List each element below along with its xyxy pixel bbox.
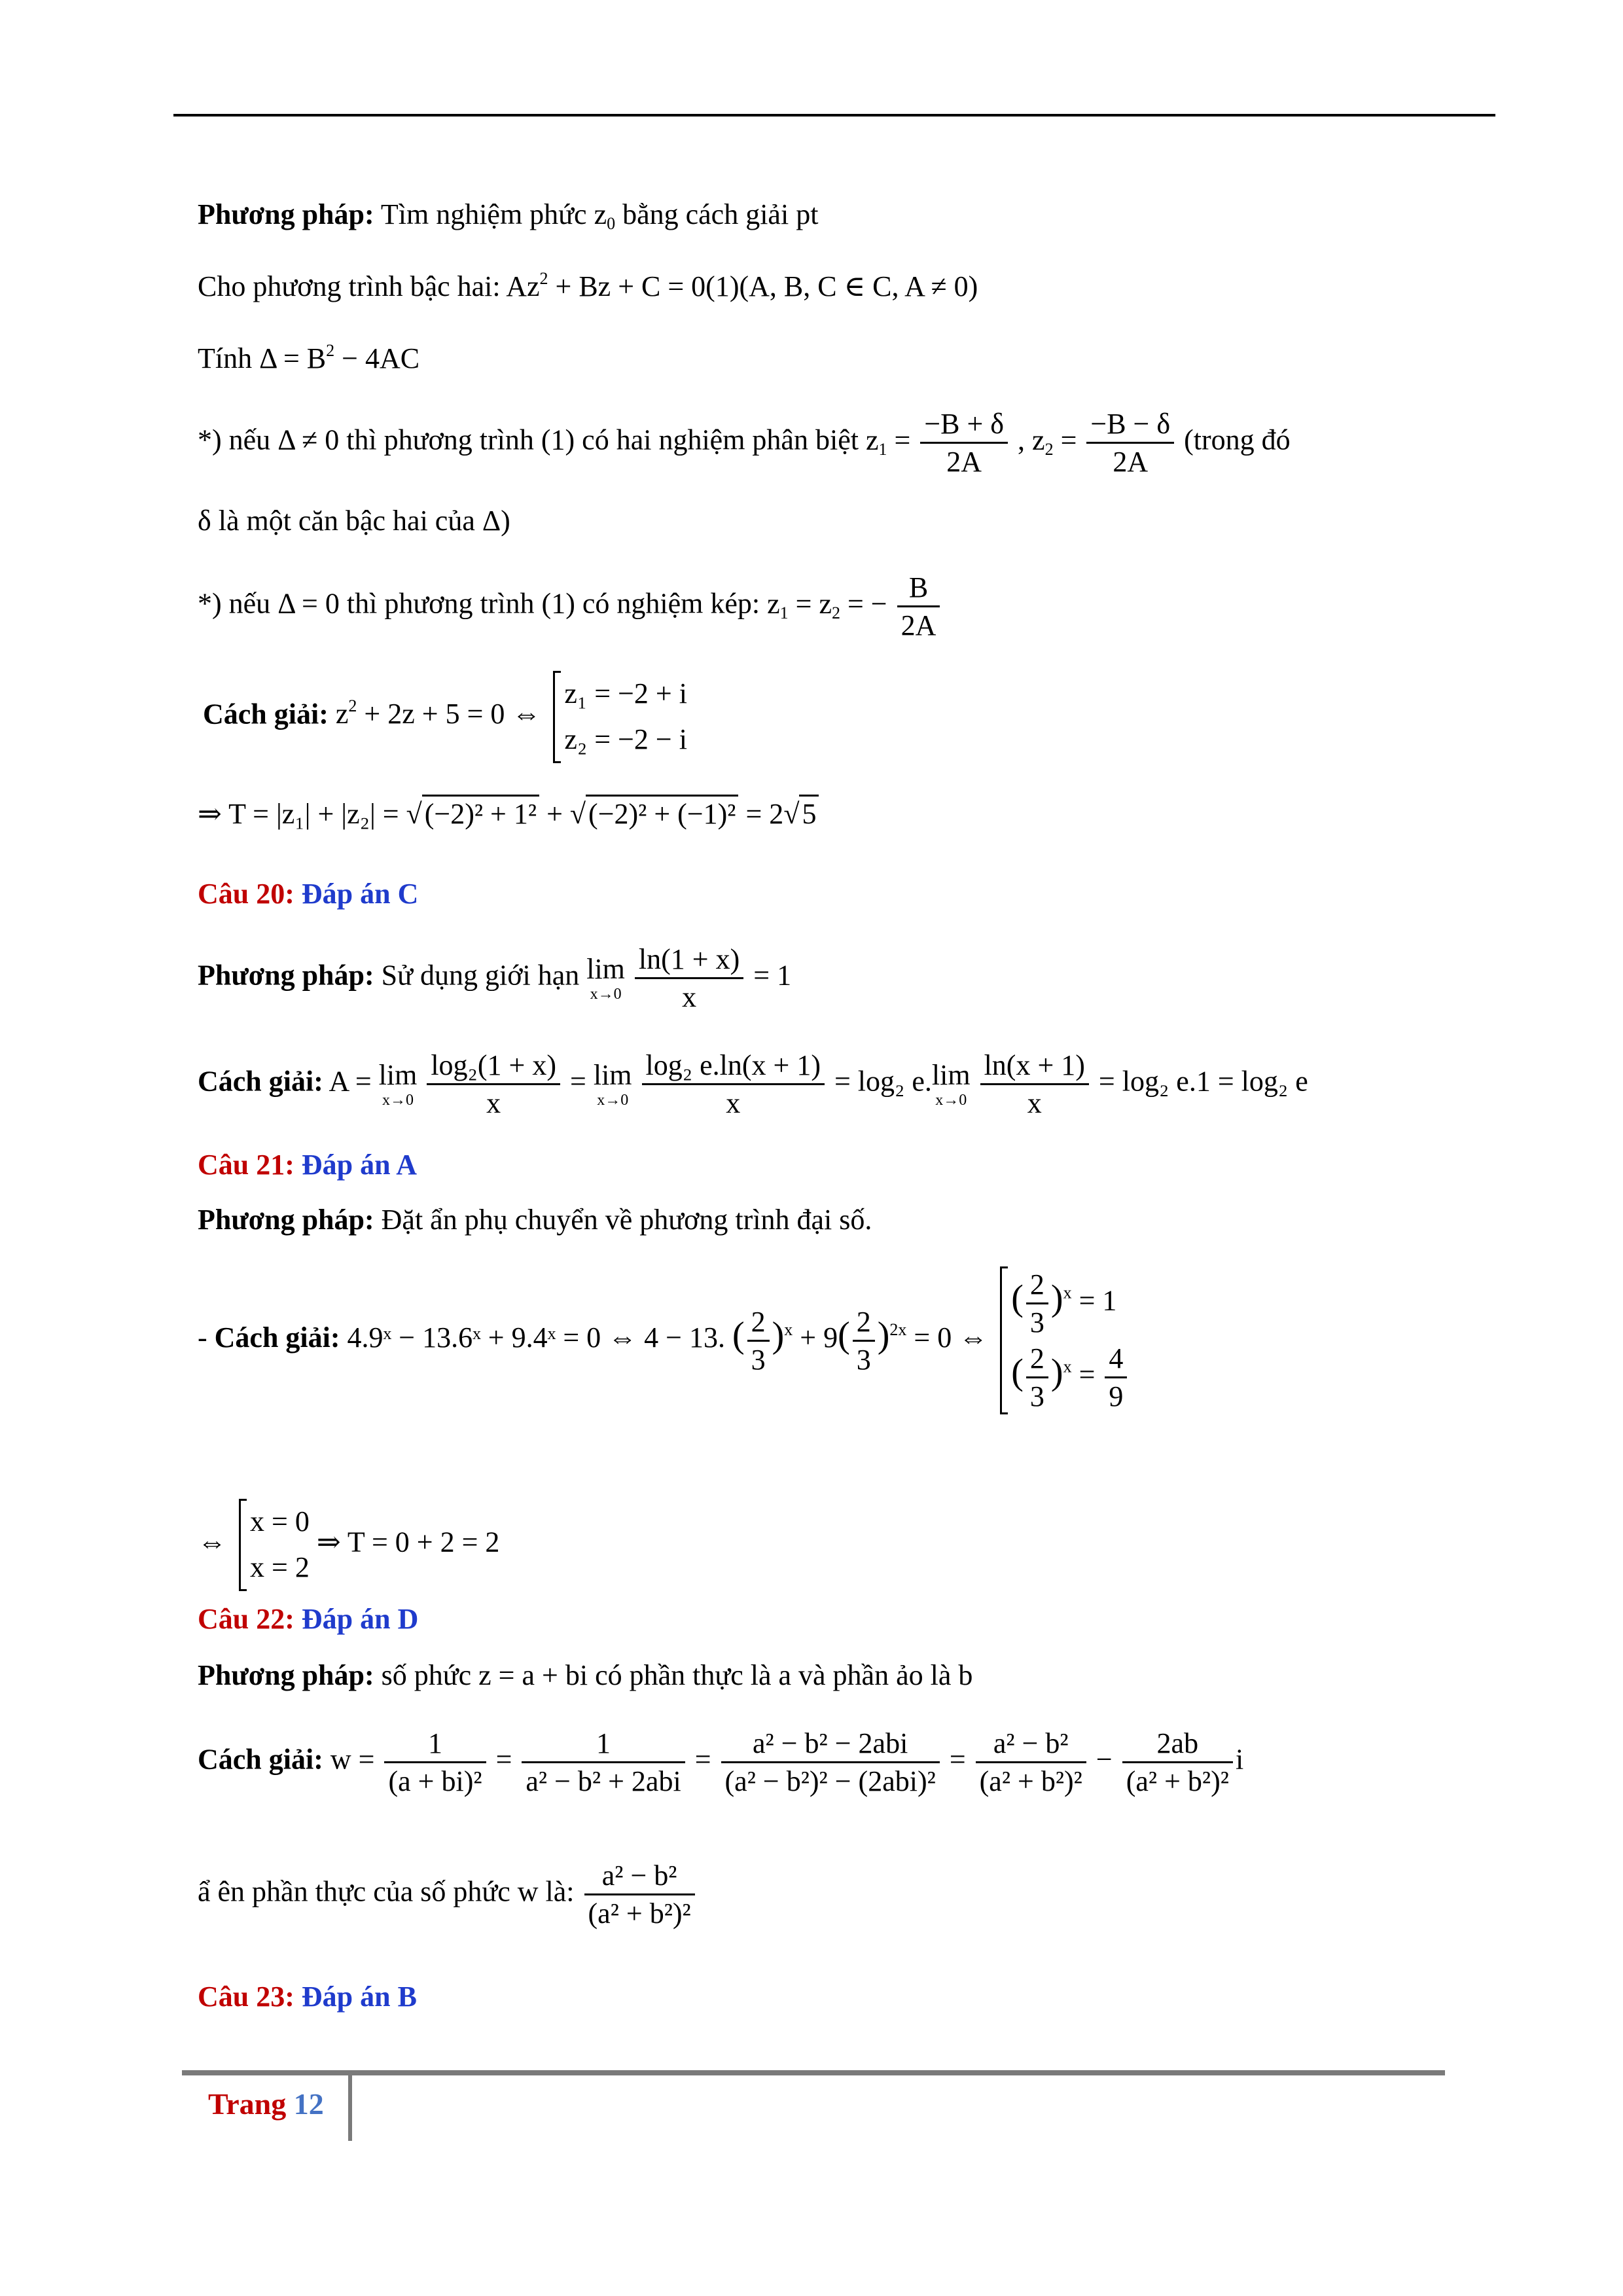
fraction-1: $\frac{\text{log₂(1 + x)}}{x}$: [427, 1047, 560, 1121]
quadratic-line: [198, 270, 978, 304]
equiv: ⇔: [198, 1526, 226, 1558]
solution-label: Cách giải:: [203, 698, 329, 730]
delta-root-note: δ là một căn bậc hai của Δ): [198, 505, 510, 537]
equals-zero: = 0 ⇔: [914, 1321, 988, 1354]
question-label: Câu 20:: [198, 878, 294, 910]
equals: =: [570, 1065, 586, 1098]
root2-fraction: $\frac{-B - \delta}{2A}$: [1086, 406, 1174, 480]
roots-system: z₁ = −2 + i z₂ = −2 − i: [553, 671, 687, 763]
z1: $z_1$ =: [865, 423, 911, 459]
double-root-line: [198, 569, 942, 643]
plus-9: + 9: [800, 1321, 838, 1354]
condition: Δ ≠ 0: [277, 423, 340, 456]
text: thì phương trình (1) có nghiệm kép:: [346, 587, 760, 620]
fraction-4: $\frac{\text{a² − b²}}{\text{(a² + b²)²}}$: [976, 1725, 1086, 1799]
conclusion-text: ẩ ên phần thực của số phức w là:: [198, 1875, 575, 1908]
limit: lim x→0: [931, 1058, 971, 1109]
imag-unit: i: [1235, 1743, 1244, 1776]
q21-solution-line: - Cách giải: 4.9ˣ − 13.6ˣ + 9.4ˣ = 0 ⇔ 4 − 13. ( $\frac{2}{3}$ )$^x$ + 9( $\frac{2}{3}$ )$^{2x}$ = 0 ⇔ ( $\frac{2}{3}$ )$^x$ = 1 ( $\frac{2}{3}$ )$^x$ = $\frac{4}{9}$: [198, 1266, 1130, 1414]
z0-symbol: $z_0$: [594, 198, 616, 233]
exp-equation: 4.9ˣ − 13.6ˣ + 9.4ˣ = 0 ⇔ 4 − 13.: [347, 1321, 725, 1354]
delta-label: Tính: [198, 342, 253, 374]
lhs: A =: [329, 1065, 372, 1098]
page-footer: [208, 2087, 324, 2121]
fraction-2: $\frac{1}{\text{a² − b² + 2abi}}$: [522, 1725, 685, 1799]
solution-equation: $z^2 + 2z + 5 = 0$ ⇔: [335, 696, 541, 730]
double-root-lhs: $z_1 = z_2$ = −: [767, 587, 887, 622]
method-label: Phương pháp:: [198, 1204, 374, 1236]
exp-2x: 2x: [889, 1320, 907, 1340]
fraction-2: $\frac{\text{log₂ e.ln(x + 1)}}{x}$: [642, 1047, 825, 1121]
text: *) nếu: [198, 587, 271, 620]
t-result: ⇒ T = 0 + 2 = 2: [316, 1526, 500, 1558]
result: = log₂ e.1 = log₂ e: [1098, 1065, 1308, 1098]
q20-solution-line: [198, 1047, 1308, 1121]
dash: -: [198, 1321, 215, 1354]
method-text: số phức: [381, 1659, 472, 1691]
text: thì phương trình (1) có hai nghiệm phân biệt: [346, 423, 859, 456]
delta-line: [198, 342, 419, 376]
fraction-5: $\frac{2ab}{\text{(a² + b²)²}}$: [1122, 1725, 1233, 1799]
sqrt-5: 5: [799, 795, 819, 830]
question-20-heading: [198, 877, 418, 912]
footer-rule: [182, 2070, 1445, 2075]
q22-method-line: [198, 1659, 972, 1693]
answer-label: Đáp án D: [301, 1603, 419, 1635]
result: = 2: [738, 798, 784, 830]
limit-fraction: $\frac{\ln(1 + x)}{x}$: [635, 941, 743, 1015]
q22-conclusion-line: [198, 1857, 698, 1931]
method-line: [198, 198, 818, 232]
question-label: Câu 21:: [198, 1149, 294, 1181]
limit: lim x→0: [378, 1058, 418, 1109]
middle: = log₂ e.: [834, 1065, 932, 1098]
solution-label: Cách giải:: [198, 1743, 323, 1776]
q21-conclusion-line: [198, 1499, 499, 1591]
two-thirds: $\frac{2}{3}$: [747, 1304, 770, 1378]
minus: −: [1096, 1743, 1113, 1776]
equals-one: = 1: [753, 959, 792, 992]
solution-line: [203, 671, 687, 763]
real-part-fraction: $\frac{\text{a² − b²}}{\text{(a² + b²)²}}$: [584, 1857, 695, 1931]
method-label: Phương pháp:: [198, 198, 374, 230]
fraction-1: $\frac{1}{\text{(a + bi)²}}$: [384, 1725, 486, 1799]
page-number: 12: [293, 2087, 324, 2121]
answer-label: Đáp án B: [301, 1981, 417, 2013]
method-text: Tìm nghiệm phức: [380, 198, 587, 230]
exp-system: ( $\frac{2}{3}$ )$^x$ = 1 ( $\frac{2}{3}$ )$^x$ = $\frac{4}{9}$: [1000, 1266, 1130, 1414]
exp-x: x: [784, 1320, 793, 1340]
w-equals: w =: [330, 1743, 375, 1776]
page-label: Trang: [208, 2087, 287, 2121]
question-22-heading: [198, 1602, 418, 1637]
method-text-2: bằng cách giải pt: [622, 198, 819, 230]
method-text: Đặt ẩn phụ chuyển về phương trình đại số.: [381, 1204, 872, 1236]
solution-label: Cách giải:: [214, 1321, 340, 1354]
method-label: Phương pháp:: [198, 959, 374, 992]
complex-form: z = a + bi: [478, 1659, 588, 1691]
question-21-heading: [198, 1148, 417, 1183]
method-text-2: có phần thực là a và phần ảo là b: [595, 1659, 973, 1691]
modulus-sum-line: ⇒ T = |z₁| + |z₂| = √(−2)² + 1² + √(−2)² + (−1)² = 2√5: [198, 797, 819, 832]
footer-divider: [348, 2070, 352, 2141]
method-label: Phương pháp:: [198, 1659, 374, 1691]
fraction-3: $\frac{\ln(x + 1)}{x}$: [980, 1047, 1089, 1121]
method-text: Sử dụng giới hạn: [381, 959, 580, 992]
double-root-fraction: $\frac{B}{2A}$: [897, 569, 940, 643]
two-roots-line: [198, 406, 1291, 480]
root1-fraction: $\frac{-B + \delta}{2A}$: [920, 406, 1008, 480]
quadratic-text: Cho phương trình bậc hai:: [198, 270, 501, 302]
quadratic-equation: $Az^2 + Bz + C = 0(1)(A$, B, C ∈ C, A ≠ 0): [506, 269, 978, 302]
x-system: x = 0 x = 2: [239, 1499, 310, 1591]
sqrt-2: (−2)² + (−1)²: [586, 795, 738, 830]
text: (trong đó: [1184, 423, 1291, 456]
answer-label: Đáp án A: [301, 1149, 417, 1181]
q21-method-line: [198, 1203, 872, 1238]
modulus-sum: ⇒ T = |z₁| + |z₂| =: [198, 798, 406, 830]
answer-label: Đáp án C: [301, 878, 419, 910]
question-label: Câu 23:: [198, 1981, 294, 2013]
q20-method-line: [198, 941, 791, 1015]
two-thirds: $\frac{2}{3}$: [853, 1304, 875, 1378]
header-rule: [173, 114, 1495, 117]
condition: Δ = 0: [277, 587, 340, 620]
question-23-heading: [198, 1980, 417, 2015]
solution-label: Cách giải:: [198, 1065, 323, 1098]
sqrt-1: (−2)² + 1²: [422, 795, 539, 830]
limit: lim x→0: [586, 952, 625, 1003]
z2: , $z_2$ =: [1018, 423, 1077, 459]
fraction-3: $\frac{\text{a² − b² − 2abi}}{\text{(a² − b²)² − (2abi)²}}$: [721, 1725, 940, 1799]
delta-formula: $\Delta = B^2 - 4AC$: [259, 341, 420, 374]
question-label: Câu 22:: [198, 1603, 294, 1635]
text: *) nếu: [198, 423, 271, 456]
q22-solution-line: Cách giải: w = $\frac{1}{\text{(a + bi)²}}$ = $\frac{1}{\text{a² − b² + 2abi}}$ = $\frac{\text{a² − b² − 2abi}}{\text{(a² − b²)² − (2abi)²}}$ = $\frac{\text{a² − b²}}{\text{(a² + b²)²}}$ − $\frac{2ab}{\text{(a² + b²)²}}$ i: [198, 1725, 1243, 1799]
limit: lim x→0: [593, 1058, 632, 1109]
